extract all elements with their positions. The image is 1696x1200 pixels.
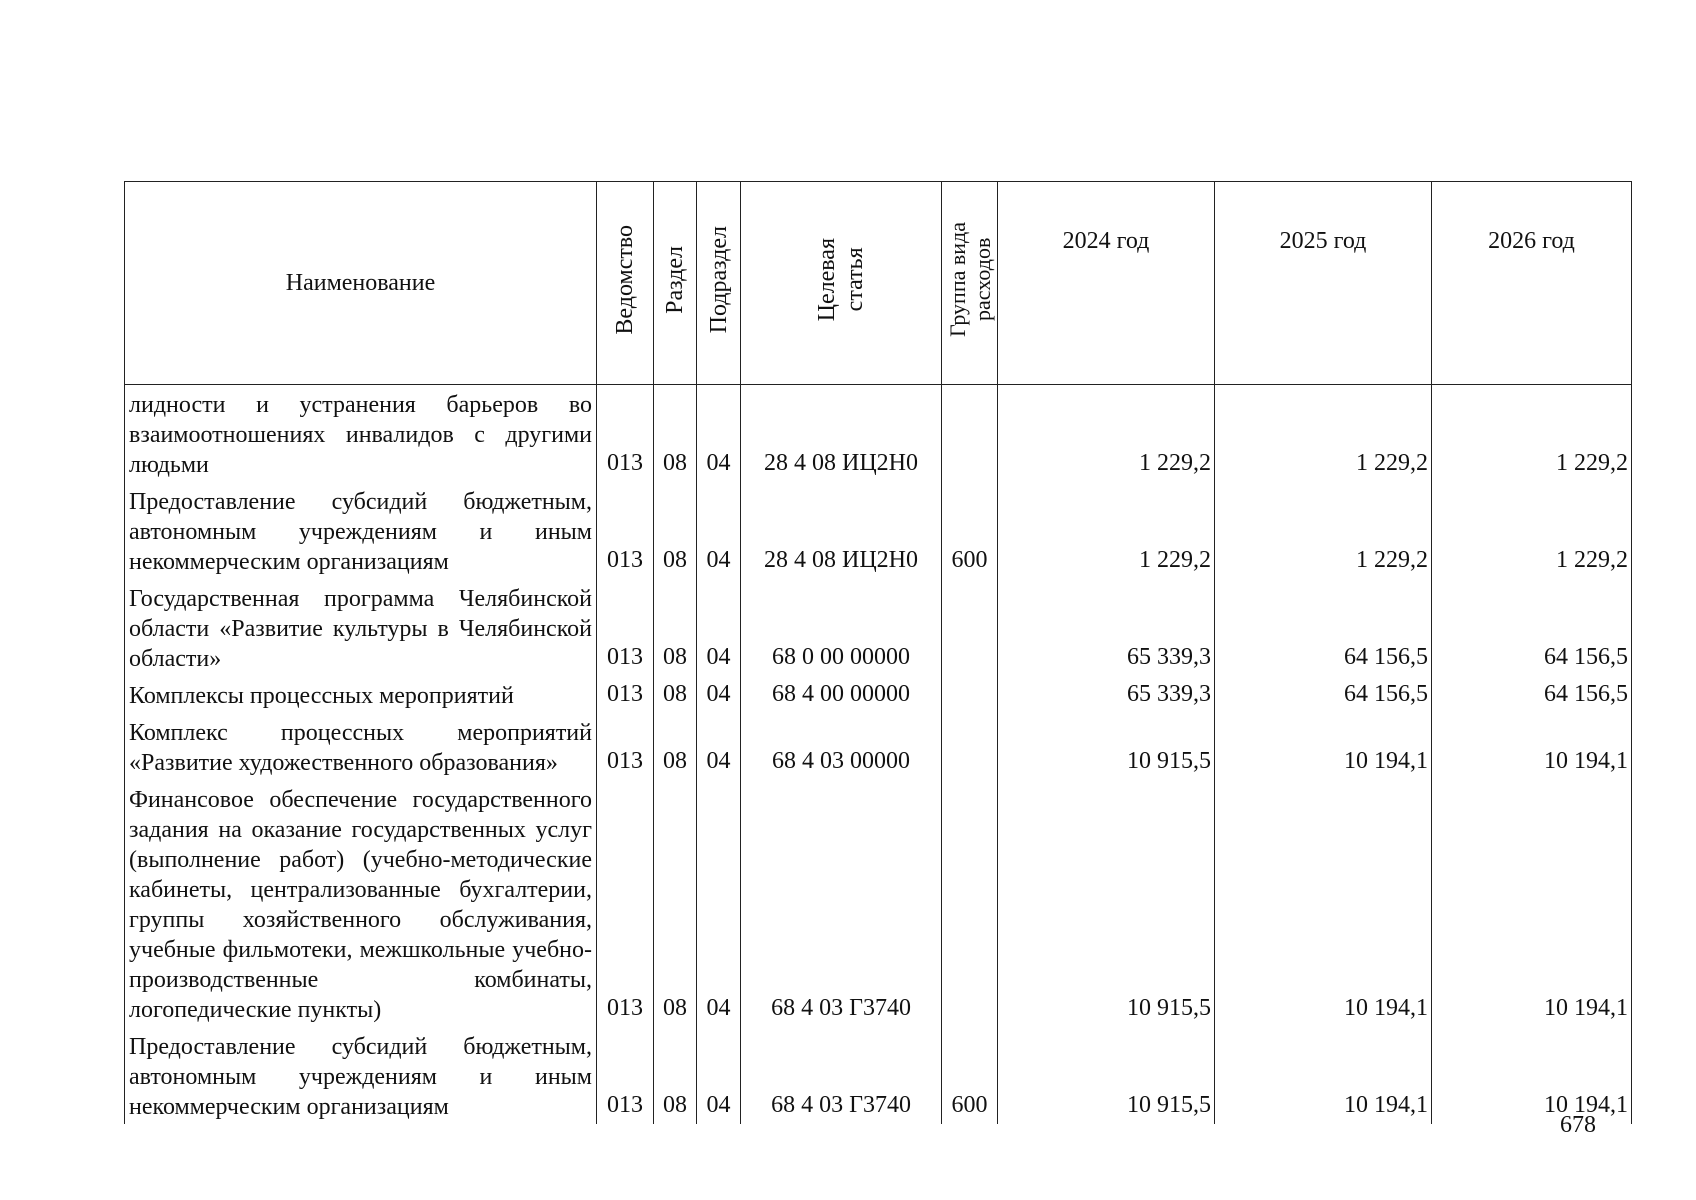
row-value-2025: 10 194,1 bbox=[1215, 713, 1432, 780]
table-row bbox=[125, 579, 1632, 676]
header-year-2025: 2025 год bbox=[1215, 182, 1432, 385]
row-subsection: 04 bbox=[697, 676, 741, 713]
header-section: Раздел bbox=[654, 182, 697, 385]
row-name: лидности и устранения барьеров во взаимоотношениях инвалидов с другими людьми bbox=[125, 385, 597, 483]
table-row bbox=[125, 1027, 1632, 1124]
table-row bbox=[125, 676, 1632, 713]
header-target-item: Целевая статья bbox=[741, 182, 942, 385]
row-subsection: 04 bbox=[697, 780, 741, 1027]
row-target-item: 68 4 00 00000 bbox=[741, 676, 942, 713]
row-target-item: 28 4 08 ИЦ2Н0 bbox=[741, 385, 942, 483]
budget-table bbox=[124, 181, 1632, 1124]
row-target-item: 68 4 03 Г3740 bbox=[741, 1027, 942, 1124]
row-name: Предоставление субсидий бюджетным, автономным учреждениям и иным некоммерческим организациям bbox=[125, 482, 597, 579]
row-name: Комплекс процессных мероприятий «Развитие художественного образования» bbox=[125, 713, 597, 780]
row-value-2024: 65 339,3 bbox=[998, 579, 1215, 676]
row-value-2025: 64 156,5 bbox=[1215, 579, 1432, 676]
header-name: Наименование bbox=[125, 182, 597, 385]
row-subsection: 04 bbox=[697, 482, 741, 579]
row-subsection: 04 bbox=[697, 579, 741, 676]
row-section: 08 bbox=[654, 676, 697, 713]
row-section: 08 bbox=[654, 713, 697, 780]
header-expense-group: Группа вида расходов bbox=[942, 182, 998, 385]
row-value-2026: 1 229,2 bbox=[1432, 482, 1632, 579]
row-value-2026: 64 156,5 bbox=[1432, 676, 1632, 713]
row-expense-group bbox=[942, 385, 998, 483]
row-value-2025: 10 194,1 bbox=[1215, 780, 1432, 1027]
row-value-2024: 1 229,2 bbox=[998, 482, 1215, 579]
header-year-2024: 2024 год bbox=[998, 182, 1215, 385]
row-value-2024: 65 339,3 bbox=[998, 676, 1215, 713]
row-section: 08 bbox=[654, 385, 697, 483]
table-body bbox=[125, 385, 1632, 1125]
header-agency: Ведомство bbox=[597, 182, 654, 385]
row-agency: 013 bbox=[597, 482, 654, 579]
table-row bbox=[125, 482, 1632, 579]
table-row bbox=[125, 713, 1632, 780]
row-expense-group bbox=[942, 780, 998, 1027]
row-section: 08 bbox=[654, 780, 697, 1027]
row-value-2024: 10 915,5 bbox=[998, 713, 1215, 780]
row-agency: 013 bbox=[597, 713, 654, 780]
table-row bbox=[125, 385, 1632, 483]
row-value-2026: 10 194,1 bbox=[1432, 780, 1632, 1027]
row-agency: 013 bbox=[597, 579, 654, 676]
row-expense-group bbox=[942, 579, 998, 676]
row-agency: 013 bbox=[597, 676, 654, 713]
row-subsection: 04 bbox=[697, 385, 741, 483]
row-section: 08 bbox=[654, 1027, 697, 1124]
row-target-item: 68 4 03 00000 bbox=[741, 713, 942, 780]
row-value-2025: 10 194,1 bbox=[1215, 1027, 1432, 1124]
row-target-item: 68 4 03 Г3740 bbox=[741, 780, 942, 1027]
row-agency: 013 bbox=[597, 1027, 654, 1124]
row-value-2026: 10 194,1 bbox=[1432, 713, 1632, 780]
row-value-2026: 10 194,1 bbox=[1432, 1027, 1632, 1124]
row-value-2026: 64 156,5 bbox=[1432, 579, 1632, 676]
row-value-2026: 1 229,2 bbox=[1432, 385, 1632, 483]
row-name: Комплексы процессных мероприятий bbox=[125, 676, 597, 713]
row-section: 08 bbox=[654, 579, 697, 676]
row-name: Предоставление субсидий бюджетным, автономным учреждениям и иным некоммерческим организациям bbox=[125, 1027, 597, 1124]
row-value-2024: 10 915,5 bbox=[998, 780, 1215, 1027]
row-value-2024: 10 915,5 bbox=[998, 1027, 1215, 1124]
row-target-item: 28 4 08 ИЦ2Н0 bbox=[741, 482, 942, 579]
row-name: Финансовое обеспечение государственного задания на оказание государственных услуг (выполнение работ) (учебно-методические кабинеты, централизованные бухгалтерии, группы хозяйственного обслуживания, учебные фильмотеки, межшкольные учебно-производственные комбинаты, логопедические пункты) bbox=[125, 780, 597, 1027]
row-agency: 013 bbox=[597, 385, 654, 483]
row-agency: 013 bbox=[597, 780, 654, 1027]
row-expense-group bbox=[942, 713, 998, 780]
row-expense-group bbox=[942, 676, 998, 713]
row-expense-group: 600 bbox=[942, 482, 998, 579]
row-value-2025: 64 156,5 bbox=[1215, 676, 1432, 713]
header-subsection: Подраздел bbox=[697, 182, 741, 385]
row-subsection: 04 bbox=[697, 713, 741, 780]
table-row bbox=[125, 780, 1632, 1027]
row-value-2025: 1 229,2 bbox=[1215, 482, 1432, 579]
row-value-2025: 1 229,2 bbox=[1215, 385, 1432, 483]
table-header bbox=[125, 182, 1632, 385]
row-section: 08 bbox=[654, 482, 697, 579]
row-expense-group: 600 bbox=[942, 1027, 998, 1124]
page-number: 678 bbox=[1560, 1112, 1596, 1138]
header-year-2026: 2026 год bbox=[1432, 182, 1632, 385]
row-subsection: 04 bbox=[697, 1027, 741, 1124]
row-value-2024: 1 229,2 bbox=[998, 385, 1215, 483]
row-target-item: 68 0 00 00000 bbox=[741, 579, 942, 676]
row-name: Государственная программа Челябинской области «Развитие культуры в Челябинской области» bbox=[125, 579, 597, 676]
